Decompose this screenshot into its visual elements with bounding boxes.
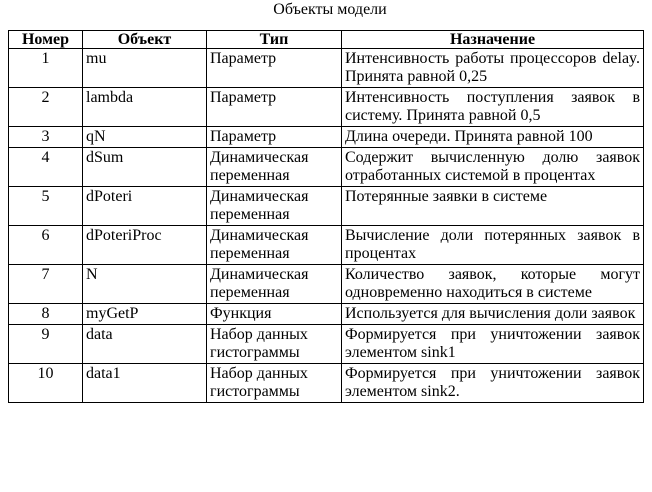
cell-number: 9 [9, 325, 83, 364]
cell-number: 1 [9, 49, 83, 88]
table-header-row [9, 31, 644, 49]
cell-number: 10 [9, 364, 83, 403]
cell-number: 5 [9, 187, 83, 226]
cell-type: Параметр [207, 88, 342, 127]
table-row [9, 265, 644, 304]
cell-number: 4 [9, 148, 83, 187]
table-caption: Объекты модели [273, 1, 387, 18]
cell-type: Динамическая переменная [207, 148, 342, 187]
cell-object: qN [83, 127, 207, 148]
cell-number: 8 [9, 304, 83, 325]
cell-purpose: Формируется при уничтожении заявок элементом sink2. [342, 364, 644, 403]
header-purpose: Назначение [342, 31, 644, 49]
table-row [9, 364, 644, 403]
cell-number: 3 [9, 127, 83, 148]
cell-type: Набор данных гистограммы [207, 325, 342, 364]
table-row [9, 226, 644, 265]
cell-type: Параметр [207, 49, 342, 88]
table-row [9, 49, 644, 88]
cell-purpose: Интенсивность поступления заявок в систему. Принята равной 0,5 [342, 88, 644, 127]
cell-number: 2 [9, 88, 83, 127]
cell-purpose: Содержит вычисленную долю заявок отработанных системой в процентах [342, 148, 644, 187]
cell-object: dPoteriProc [83, 226, 207, 265]
cell-object: data1 [83, 364, 207, 403]
cell-type: Динамическая переменная [207, 226, 342, 265]
cell-object: N [83, 265, 207, 304]
cell-purpose: Потерянные заявки в системе [342, 187, 644, 226]
table-row [9, 127, 644, 148]
cell-type: Параметр [207, 127, 342, 148]
cell-purpose: Длина очереди. Принята равной 100 [342, 127, 644, 148]
cell-type: Набор данных гистограммы [207, 364, 342, 403]
table-row [9, 187, 644, 226]
table-row [9, 88, 644, 127]
cell-purpose: Используется для вычисления доли заявок [342, 304, 644, 325]
cell-object: lambda [83, 88, 207, 127]
cell-number: 7 [9, 265, 83, 304]
cell-object: data [83, 325, 207, 364]
cell-type: Динамическая переменная [207, 187, 342, 226]
header-object: Объект [83, 31, 207, 49]
model-objects-table [8, 30, 644, 403]
table-row [9, 304, 644, 325]
cell-purpose: Интенсивность работы процессоров delay. Принята равной 0,25 [342, 49, 644, 88]
cell-object: myGetP [83, 304, 207, 325]
cell-purpose: Вычисление доли потерянных заявок в процентах [342, 226, 644, 265]
table-row [9, 148, 644, 187]
cell-purpose: Формируется при уничтожении заявок элементом sink1 [342, 325, 644, 364]
cell-object: dSum [83, 148, 207, 187]
cell-object: mu [83, 49, 207, 88]
cell-object: dPoteri [83, 187, 207, 226]
header-type: Тип [207, 31, 342, 49]
cell-purpose: Количество заявок, которые могут одновременно находиться в системе [342, 265, 644, 304]
header-number: Номер [9, 31, 83, 49]
cell-number: 6 [9, 226, 83, 265]
table-row [9, 325, 644, 364]
cell-type: Функция [207, 304, 342, 325]
cell-type: Динамическая переменная [207, 265, 342, 304]
